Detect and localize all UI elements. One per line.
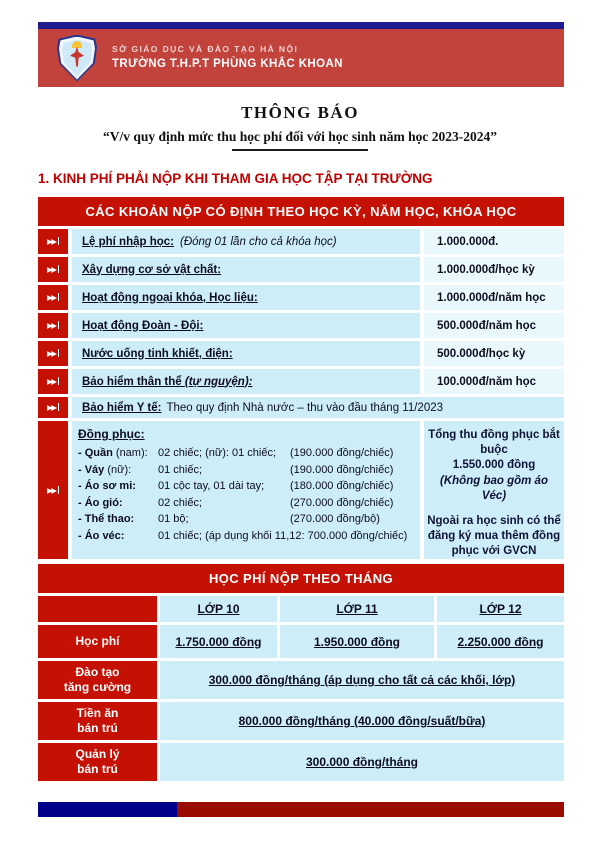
page-title: THÔNG BÁO [241, 103, 359, 122]
fee-row-uniform [38, 421, 564, 557]
health-insurance-cell [72, 397, 564, 418]
health-insurance-text: Theo quy định Nhà nước – thu vào đầu tháng 11/2023 [166, 401, 444, 414]
fast-forward-icon: ▶▶ [38, 257, 68, 282]
fast-forward-icon: ▶▶ [38, 285, 68, 310]
fee-label: Lệ phí nhập học: (Đóng 01 lần cho cả khóa học) [72, 229, 420, 254]
footer-red-segment [177, 802, 564, 817]
intensive-training-label: Đào tạo tăng cường [38, 661, 157, 699]
tuition-grade11: 1.950.000 đồng [280, 625, 434, 658]
footer-bar [38, 802, 564, 817]
fee-label: Bảo hiểm thân thể (tự nguyện): [72, 369, 420, 394]
fast-forward-icon: ▶▶ [38, 229, 68, 254]
school-logo-shield-icon [57, 35, 97, 82]
fee-value: 100.000đ/năm học [424, 369, 564, 394]
monthly-fees-table-header: HỌC PHÍ NỘP THEO THÁNG [38, 564, 564, 593]
fast-forward-icon: ▶▶ [38, 369, 68, 394]
boarding-management-value: 300.000 đồng/tháng [160, 743, 564, 781]
boarding-meal-value: 800.000 đồng/tháng (40.000 đồng/suất/bữa) [160, 702, 564, 740]
uniform-summary-cell [424, 421, 564, 559]
subtitle-rule [232, 149, 368, 151]
fee-label: Hoạt động ngoại khóa, Học liệu: [72, 285, 420, 310]
tuition-grade10: 1.750.000 đồng [160, 625, 277, 658]
fee-value: 500.000đ/học kỳ [424, 341, 564, 366]
fee-value: 1.000.000đ/năm học [424, 285, 564, 310]
fee-row-body-insurance [38, 369, 564, 394]
class-header-row [38, 596, 564, 622]
fee-value: 1.000.000đ/học kỳ [424, 257, 564, 282]
uniform-summary-note: (Không bao gồm áo Véc) [440, 474, 548, 502]
top-blue-bar [38, 22, 564, 29]
class-header-grade12: LỚP 12 [437, 596, 564, 622]
health-insurance-label: Bảo hiểm Y tế: [82, 401, 162, 414]
tuition-row [38, 625, 564, 658]
monthly-fees-table [38, 564, 564, 781]
fixed-fees-table-header: CÁC KHOẢN NỘP CÓ ĐỊNH THEO HỌC KỲ, NĂM HỌC, KHÓA HỌC [38, 197, 564, 226]
fee-row-entrance [38, 229, 564, 254]
fee-value: 1.000.000đ. [424, 229, 564, 254]
page-subtitle: “V/v quy định mức thu học phí đối với học sinh năm học 2023-2024” [102, 129, 498, 144]
school-name: TRƯỜNG T.H.P.T PHÙNG KHẮC KHOAN [112, 57, 343, 70]
fee-row-facilities [38, 257, 564, 282]
uniform-item: - Quần (nam): 02 chiếc; (nữ): 01 chiếc; (190.000 đồng/chiếc) [78, 447, 394, 459]
tuition-grade12: 2.250.000 đồng [437, 625, 564, 658]
footer-blue-segment [38, 802, 177, 817]
class-header-grade11: LỚP 11 [280, 596, 434, 622]
fee-label: Nước uống tinh khiết, điện: [72, 341, 420, 366]
intensive-training-value: 300.000 đồng/tháng (áp dụng cho tất cả các khối, lớp) [160, 661, 564, 699]
fast-forward-icon: ▶▶ [38, 421, 68, 559]
fee-row-youth-union [38, 313, 564, 338]
uniform-item: - Áo sơ mi: 01 cộc tay, 01 dài tay; (180.000 đồng/chiếc) [78, 480, 394, 492]
fee-row-health-insurance [38, 397, 564, 418]
fast-forward-icon: ▶▶ [38, 341, 68, 366]
fee-label: Hoạt động Đoàn - Đội: [72, 313, 420, 338]
fast-forward-icon: ▶▶ [38, 313, 68, 338]
school-banner [38, 29, 564, 87]
boarding-management-label: Quản lý bán trú [38, 743, 157, 781]
boarding-meal-row [38, 702, 564, 740]
department-name: SỞ GIÁO DỤC VÀ ĐÀO TẠO HÀ NỘI [112, 44, 299, 54]
uniform-summary-title: Tổng thu đồng phục bắt buộc [428, 429, 560, 456]
uniform-item: - Áo gió: 02 chiếc; (270.000 đồng/chiếc) [78, 496, 394, 509]
boarding-management-row [38, 743, 564, 781]
uniform-summary-extra: Ngoài ra học sinh có thể đăng ký mua thêm đồng phục với GVCN [427, 514, 561, 557]
uniform-item: - Áo véc: 01 chiếc; (áp dụng khối 11,12: 700.000 đồng/chiếc) [78, 529, 408, 542]
section1-heading: 1. KINH PHÍ PHẢI NỘP KHI THAM GIA HỌC TẬP TẠI TRƯỜNG [38, 171, 433, 186]
tuition-label: Học phí [38, 625, 157, 658]
empty-corner-cell [38, 596, 157, 622]
uniform-summary-amount: 1.550.000 đồng [452, 458, 536, 471]
fee-row-extracurricular [38, 285, 564, 310]
intensive-training-row [38, 661, 564, 699]
shield-sun-icon [72, 41, 82, 48]
uniform-item: - Thể thao: 01 bộ; (270.000 đồng/bộ) [78, 513, 380, 525]
uniform-item: - Váy (nữ): 01 chiếc; (190.000 đồng/chiếc) [78, 463, 394, 476]
fee-value: 500.000đ/năm học [424, 313, 564, 338]
fee-row-water-electricity [38, 341, 564, 366]
uniform-list-cell [72, 421, 420, 559]
uniform-heading: Đồng phục: [78, 427, 145, 441]
class-header-grade10: LỚP 10 [160, 596, 277, 622]
fee-label: Xây dựng cơ sở vật chất: [72, 257, 420, 282]
fast-forward-icon: ▶▶ [38, 397, 68, 418]
boarding-meal-label: Tiền ăn bán trú [38, 702, 157, 740]
fixed-fees-table [38, 197, 564, 557]
banner-text [112, 43, 343, 73]
